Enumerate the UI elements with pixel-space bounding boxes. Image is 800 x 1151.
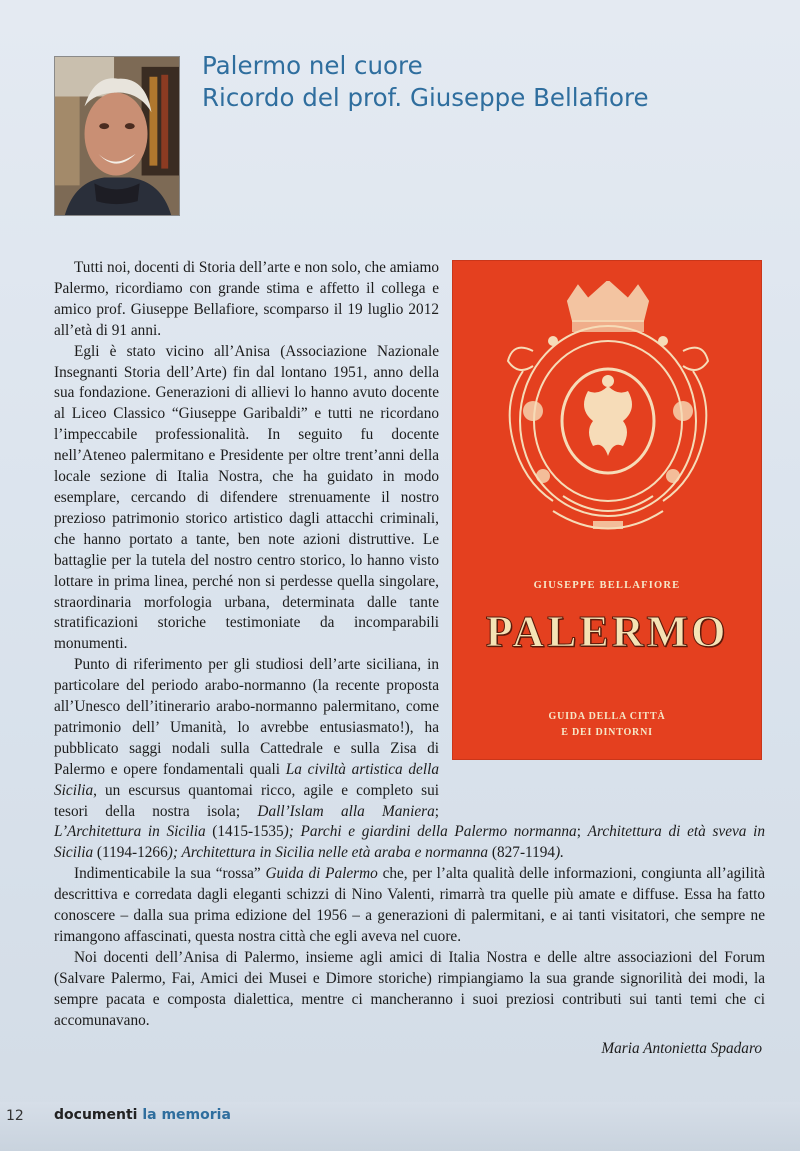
p3-book-title-3: L’Architettura in Sicilia [54,823,206,841]
paragraph-5: Noi docenti dell’Anisa di Palermo, insieme agli amici di Italia Nostra e delle altre associazioni del Forum (Salvare Palermo, Fai, Amici dei Musei e Dimore storiche) rimpiangiamo la sua grande signorilità dei modi, la sempre pacata e composta dialettica, mentre ci mancheranno i suoi preziosi contributi sui tanti temi che ci accomunavano. [54,948,765,1029]
section-prefix: documenti [54,1107,138,1123]
title-line-1: Palermo nel cuore [202,51,423,80]
cover-subtitle-line-1: GUIDA DELLA CITTÀ [548,711,666,722]
p3-book-title-2: Dall’Islam alla Maniera [257,802,435,820]
p3-text-b: , un escursus quantomai ricco, agile e completo sui tesori della nostra isola; [54,781,439,820]
section-label [54,1107,231,1123]
p3-book-title-4: ); Parchi e giardini della Palermo normanna [283,823,577,841]
article-title [202,50,762,114]
p3-text-e: ; [576,823,588,841]
p3-book-title-5: Architettura di età sveva in Sicilia [54,823,766,862]
p4-book-title: Guida di Palermo [265,865,378,883]
author-signature: Maria Antonietta Spadaro [601,1040,762,1057]
cover-float-spacer [439,258,765,806]
page-number: 12 [6,1108,24,1124]
p3-text-d: (1415-1535 [205,823,284,841]
p3-book-title-7: ). [555,844,564,862]
cover-title: PALERMO [485,607,729,656]
cover-subtitle-line-2: E DEI DINTORNI [561,727,653,738]
portrait-photo [54,56,180,216]
cover-author: GIUSEPPE BELLAFIORE [533,580,681,591]
p3-book-title-6: ); Architettura in Sicilia nelle età araba e normanna [167,844,489,862]
paragraph-2: Egli è stato vicino all’Anisa (Associazione Nazionale Insegnanti Storia dell’Arte) fin dal lontano 1951, anno della sua fondazione. Generazioni di allievi lo hanno avuto docente al Liceo Classico “Giuseppe Garibaldi” e tutti ne ricordano l’impeccabile professionalità. In seguito fu docente nell’Ateneo palermitano e Presidente per oltre trent’anni della locale sezione di Italia Nostra, che ha guidato in modo esemplare, cercando di difendere strenuamente il nostro prezioso patrimonio storico artistico dagli attacchi criminali, che hanno portato a tante, ben note azioni distruttive. Le battaglie per la tutela del nostro centro storico, lo hanno visto lottare in prima linea, perché non si perdesse quella singolare, straordinaria morfologia urbana, determinata dalle tante stratificazioni storiche testimoniate da incomparabili monumenti. [54,342,439,653]
p3-book-title-1: La civiltà artistica della Sicilia [54,760,439,799]
p3-text-f: (1194-1266 [93,844,168,862]
p4-text-a: Indimenticabile la sua “rossa” [74,865,266,883]
p4-text-b: che, per l’alta qualità delle informazioni, congiunta all’agilità descrittiva e corredata dagli eleganti schizzi di Nino Valenti, rimarrà tra quelle più amate e diffuse. Essa ha fatto conoscere – dalla sua prima edizione del 1956 – a generazioni di palermitani, e ai tanti visitatori, che sempre ne rimangono affascinati, questa nostra città che egli aveva nel cuore. [54,865,765,945]
title-line-2: Ricordo del prof. Giuseppe Bellafiore [202,83,649,112]
section-accent: la memoria [142,1107,231,1123]
paragraph-4 [54,864,765,948]
paragraph-1: Tutti noi, docenti di Storia dell’arte e non solo, che amiamo Palermo, ricordiamo con grande stima e affetto il collega e amico prof. Giuseppe Bellafiore, scomparso il 19 luglio 2012 all’età di 91 anni. [54,259,439,339]
article-body [54,258,765,1032]
p3-text-c: ; [434,802,439,820]
p3-text-a: Punto di riferimento per gli studiosi dell’arte siciliana, in particolare del periodo arabo-normanno (la recente proposta all’Unesco dell’itinerario arabo-normanno palermitano, come patrimonio dell’ Umanità, lo avrebbe entusiasmato!), ha pubblicato saggi nodali sulla Cattedrale e sulla Zisa di Palermo e opere fondamentali quali [54,656,439,778]
p3-text-g: (827-1194 [488,844,556,862]
